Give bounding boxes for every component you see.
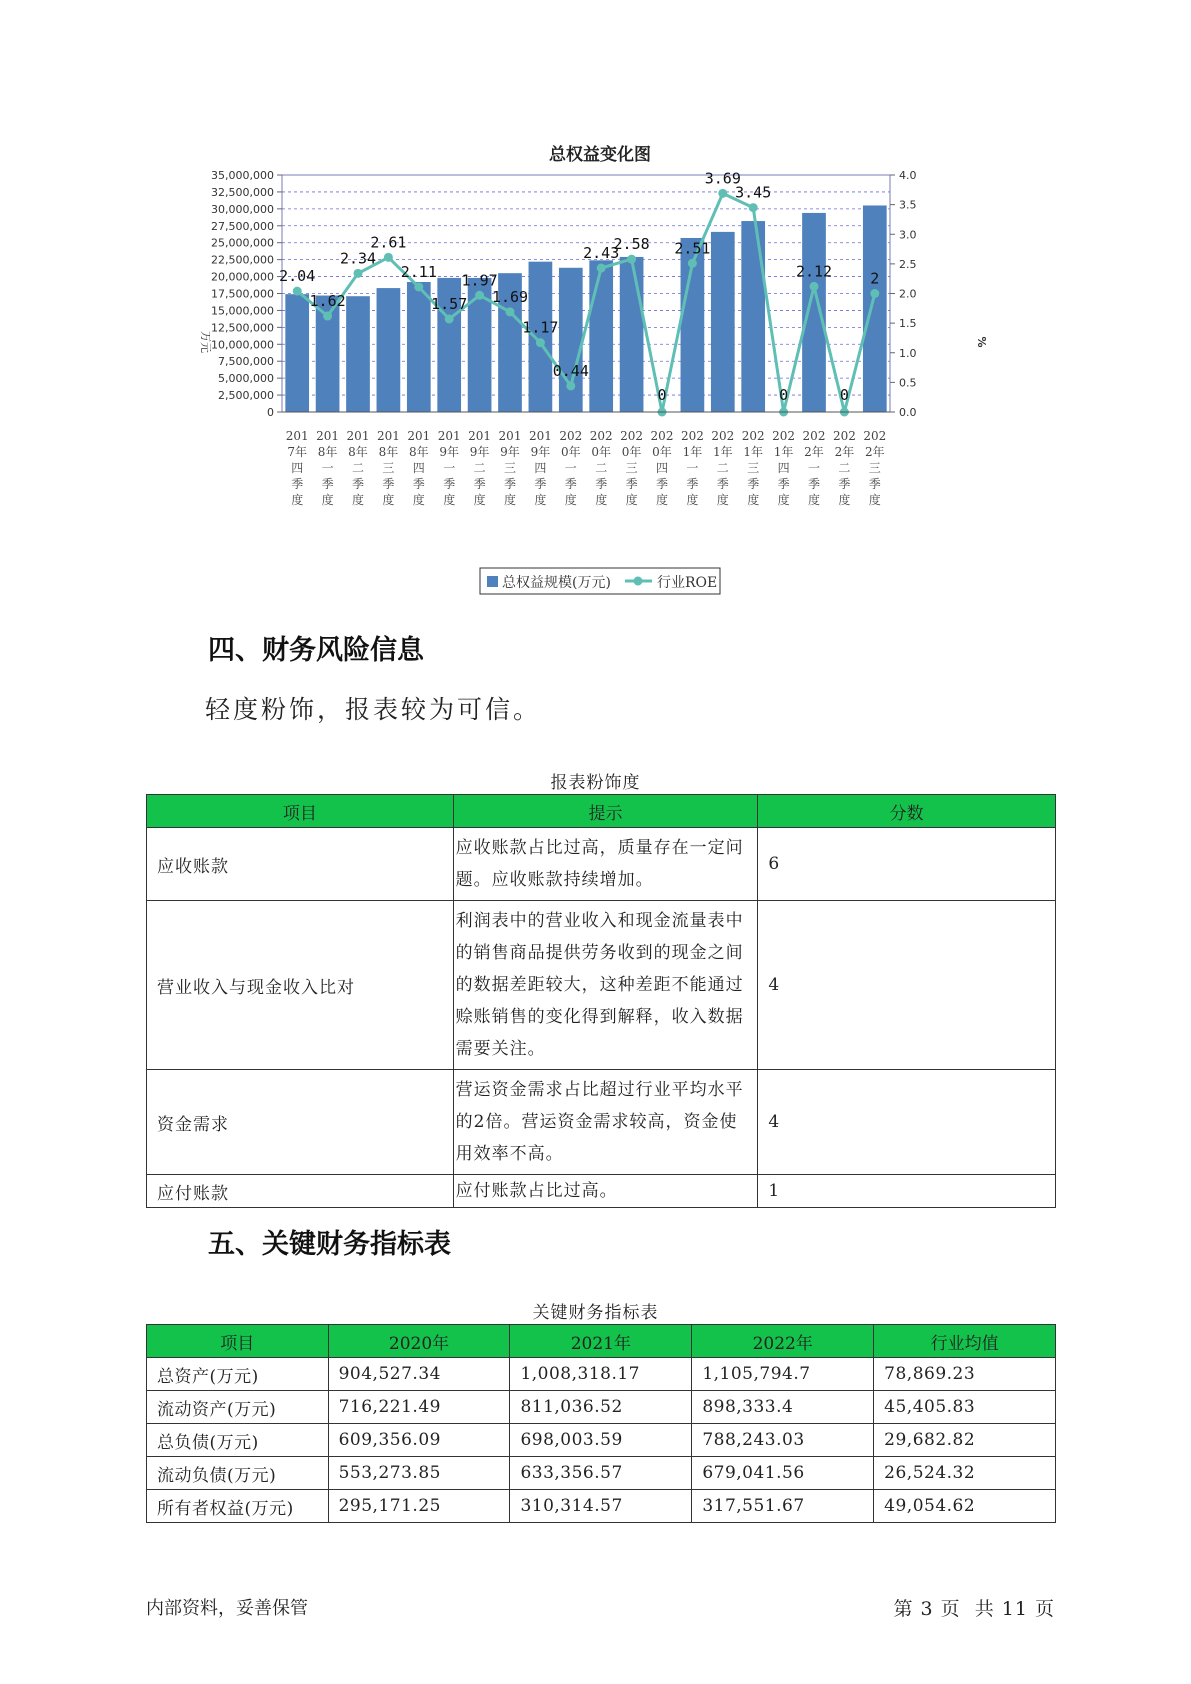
table-row [147, 1070, 1056, 1175]
roe-point [475, 291, 484, 300]
y2-tick-label: 0.0 [899, 406, 917, 419]
x-tick-label: 202 [832, 429, 856, 443]
risk-section-heading: 四、财务风险信息 [208, 635, 424, 666]
kpi-value: 904,527.34 [328, 1358, 510, 1391]
roe-point [506, 307, 515, 316]
x-tick-label: 201 [285, 429, 309, 443]
roe-point [810, 282, 819, 291]
x-tick-label: 度 [534, 493, 547, 507]
table-row [147, 1391, 1056, 1424]
legend-bar-swatch [487, 576, 498, 587]
roe-value-label: 2.51 [674, 239, 711, 258]
y-tick-label: 32,500,000 [211, 185, 274, 199]
x-tick-label: 8年 [317, 445, 338, 459]
y2-tick-label: 3.0 [899, 228, 917, 242]
y-tick-label: 25,000,000 [211, 236, 274, 250]
x-tick-label: 一 [564, 461, 577, 475]
y2-tick-label: 2.5 [899, 257, 917, 271]
kpi-value: 679,041.56 [692, 1457, 874, 1490]
roe-point [354, 269, 363, 278]
x-tick-label: 202 [589, 429, 613, 443]
kpi-item: 总资产(万元) [147, 1358, 329, 1391]
x-tick-label: 201 [528, 429, 552, 443]
table-row [147, 828, 1056, 901]
roe-value-label: 3.45 [735, 183, 772, 202]
table-row [147, 1490, 1056, 1523]
x-tick-label: 季 [351, 477, 365, 491]
table-row [147, 1424, 1056, 1457]
x-tick-label: 度 [625, 493, 638, 507]
risk-item: 营业收入与现金收入比对 [147, 901, 454, 1070]
x-tick-label: 201 [437, 429, 461, 443]
x-tick-label: 三 [747, 461, 760, 475]
x-tick-label: 三 [382, 461, 395, 475]
x-tick-label: 度 [838, 493, 851, 507]
y-tick-label: 7,500,000 [218, 355, 274, 369]
x-tick-label: 季 [716, 477, 729, 491]
x-tick-label: 度 [473, 493, 486, 507]
equity-bar [802, 213, 826, 412]
roe-point [718, 189, 727, 198]
x-tick-label: 2年 [804, 445, 824, 459]
kpi-section-heading: 五、关键财务指标表 [208, 1229, 451, 1260]
x-tick-label: 度 [503, 493, 517, 507]
x-tick-label: 9年 [500, 445, 520, 459]
y2-tick-label: 0.5 [899, 376, 917, 390]
roe-value-label: 1.57 [431, 294, 468, 313]
roe-value-label: 2.11 [400, 262, 437, 281]
y-tick-label: 0 [267, 406, 274, 419]
roe-value-label: 1.97 [461, 271, 498, 290]
x-tick-label: 四 [534, 461, 547, 475]
x-tick-label: 202 [863, 429, 887, 443]
risk-header-hint: 提示 [453, 795, 758, 828]
kpi-value: 609,356.09 [328, 1424, 510, 1457]
x-tick-label: 202 [711, 429, 735, 443]
roe-point [536, 338, 545, 347]
equity-bar [863, 205, 887, 412]
risk-hint: 利润表中的营业收入和现金流量表中的销售商品提供劳务收到的现金之间的数据差距较大，这种差距不能通过赊账销售的变化得到解释，收入数据需要关注。 [453, 901, 758, 1070]
roe-point [566, 381, 575, 390]
kpi-value: 1,105,794.7 [692, 1358, 874, 1391]
roe-value-label: 2.43 [583, 244, 620, 263]
roe-point [749, 203, 758, 212]
x-tick-label: 二 [838, 461, 851, 475]
table-row [147, 1175, 1056, 1208]
equity-bar [377, 288, 401, 412]
x-tick-label: 季 [382, 477, 395, 491]
roe-value-label: 0 [839, 386, 849, 404]
equity-bar [711, 232, 735, 412]
x-tick-label: 2年 [834, 445, 855, 459]
x-tick-label: 度 [747, 493, 760, 507]
roe-point [688, 259, 697, 268]
x-tick-label: 度 [868, 493, 881, 507]
table-row [147, 901, 1056, 1070]
kpi-value: 310,314.57 [510, 1490, 692, 1523]
x-tick-label: 度 [291, 493, 304, 507]
y-tick-label: 22,500,000 [211, 253, 274, 267]
y-tick-label: 15,000,000 [211, 304, 274, 318]
risk-hint: 应收账款占比过高，质量存在一定问题。应收账款持续增加。 [453, 828, 758, 901]
x-tick-label: 一 [443, 461, 456, 475]
x-tick-label: 四 [291, 461, 304, 475]
kpi-table-body [147, 1358, 1056, 1523]
roe-value-label: 2 [870, 269, 880, 288]
x-tick-label: 8年 [378, 445, 399, 459]
x-tick-label: 201 [407, 429, 431, 443]
kpi-header-item: 项目 [147, 1325, 329, 1358]
kpi-value: 811,036.52 [510, 1391, 692, 1424]
x-tick-label: 202 [620, 429, 644, 443]
x-tick-label: 季 [503, 477, 517, 491]
kpi-item: 所有者权益(万元) [147, 1490, 329, 1523]
y-tick-label: 35,000,000 [211, 169, 274, 182]
equity-chart [170, 130, 1030, 600]
x-tick-label: 度 [564, 493, 577, 507]
y2-tick-label: 3.5 [899, 198, 917, 212]
roe-value-label: 0 [779, 386, 789, 404]
kpi-value: 898,333.4 [692, 1391, 874, 1424]
roe-value-label: 1.69 [491, 287, 529, 306]
roe-point [870, 289, 879, 298]
risk-summary-text: 轻度粉饰，报表较为可信。 [205, 695, 542, 724]
x-tick-label: 季 [321, 477, 334, 491]
x-tick-label: 一 [321, 461, 334, 475]
x-tick-label: 202 [741, 429, 765, 443]
legend-line-label: 行业ROE [657, 575, 718, 591]
x-tick-label: 季 [564, 477, 577, 491]
x-tick-label: 季 [534, 477, 547, 491]
x-tick-label: 1年 [682, 445, 703, 459]
x-tick-label: 度 [443, 493, 456, 507]
x-tick-label: 9年 [530, 445, 551, 459]
risk-item: 应收账款 [147, 828, 454, 901]
equity-bar [589, 260, 613, 412]
roe-point [445, 314, 454, 323]
kpi-value: 26,524.32 [874, 1457, 1056, 1490]
kpi-table [146, 1324, 1056, 1523]
y-tick-label: 20,000,000 [211, 270, 274, 284]
kpi-table-caption: 关键财务指标表 [532, 1303, 659, 1323]
risk-header-item: 项目 [147, 795, 454, 828]
x-tick-label: 一 [807, 461, 821, 475]
y-tick-label: 5,000,000 [218, 372, 274, 386]
roe-value-label: 2.04 [279, 267, 316, 286]
risk-score: 6 [758, 828, 1056, 901]
kpi-value: 295,171.25 [328, 1490, 510, 1523]
kpi-header-2020: 2020年 [328, 1325, 510, 1358]
footer-confidential-note: 内部资料，妥善保管 [146, 1598, 308, 1619]
roe-point [414, 282, 423, 291]
roe-point [323, 312, 332, 321]
y-tick-label: 30,000,000 [211, 202, 274, 216]
x-tick-label: 四 [412, 461, 425, 475]
x-tick-label: 季 [412, 477, 425, 491]
risk-score: 1 [758, 1175, 1056, 1208]
x-tick-label: 季 [625, 477, 638, 491]
roe-value-label: 2.61 [370, 233, 407, 252]
x-tick-label: 1年 [743, 445, 764, 459]
risk-table [146, 794, 1056, 1208]
kpi-table-header-row [147, 1325, 1056, 1358]
kpi-value: 788,243.03 [692, 1424, 874, 1457]
x-tick-label: 季 [807, 477, 821, 491]
chart-category-labels [286, 429, 887, 507]
chart-title: 总权益变化图 [549, 145, 651, 165]
kpi-value: 716,221.49 [328, 1391, 510, 1424]
x-tick-label: 季 [473, 477, 486, 491]
x-tick-label: 8年 [348, 445, 368, 459]
x-tick-label: 季 [595, 477, 608, 491]
y-tick-label: 17,500,000 [211, 287, 274, 301]
equity-bar [285, 294, 309, 412]
x-tick-label: 三 [503, 461, 517, 475]
roe-value-label: 2.58 [613, 235, 650, 254]
x-tick-label: 度 [321, 493, 334, 507]
risk-score: 4 [758, 1070, 1056, 1175]
x-tick-label: 度 [351, 493, 365, 507]
risk-item: 应付账款 [147, 1175, 454, 1208]
x-tick-label: 0年 [560, 445, 581, 459]
x-tick-label: 二 [351, 461, 365, 475]
x-tick-label: 二 [716, 461, 729, 475]
x-tick-label: 度 [655, 493, 669, 507]
x-tick-label: 度 [807, 493, 821, 507]
x-tick-label: 三 [625, 461, 638, 475]
kpi-value: 45,405.83 [874, 1391, 1056, 1424]
risk-header-score: 分数 [758, 795, 1056, 828]
x-tick-label: 季 [655, 477, 669, 491]
x-tick-label: 9年 [469, 445, 490, 459]
roe-point [597, 264, 606, 273]
legend-bar-label: 总权益规模(万元) [502, 575, 611, 591]
y-axis-label: 万元 [199, 331, 212, 353]
equity-bar [407, 282, 431, 412]
y2-tick-label: 1.5 [899, 317, 917, 331]
kpi-value: 1,008,318.17 [510, 1358, 692, 1391]
kpi-item: 流动负债(万元) [147, 1457, 329, 1490]
x-tick-label: 季 [838, 477, 851, 491]
roe-point [384, 253, 393, 262]
x-tick-label: 一 [686, 461, 699, 475]
kpi-item: 流动资产(万元) [147, 1391, 329, 1424]
x-tick-label: 三 [868, 461, 881, 475]
x-tick-label: 201 [498, 429, 522, 443]
x-tick-label: 0年 [621, 445, 642, 459]
roe-value-label: 0.44 [552, 361, 589, 380]
legend-line-marker [634, 577, 643, 586]
kpi-value: 29,682.82 [874, 1424, 1056, 1457]
kpi-value: 49,054.62 [874, 1490, 1056, 1523]
kpi-value: 78,869.23 [874, 1358, 1056, 1391]
table-row [147, 1457, 1056, 1490]
equity-bar [346, 296, 370, 412]
x-tick-label: 0年 [652, 445, 672, 459]
x-tick-label: 202 [680, 429, 704, 443]
x-tick-label: 四 [655, 461, 669, 475]
x-tick-label: 度 [382, 493, 395, 507]
table-row [147, 1358, 1056, 1391]
equity-bar [529, 262, 553, 412]
x-tick-label: 季 [868, 477, 881, 491]
x-tick-label: 201 [376, 429, 400, 443]
x-tick-label: 度 [686, 493, 699, 507]
risk-table-header-row [147, 795, 1056, 828]
roe-value-label: 1.17 [522, 318, 559, 337]
kpi-header-industry-avg: 行业均值 [874, 1325, 1056, 1358]
kpi-header-2021: 2021年 [510, 1325, 692, 1358]
kpi-header-2022: 2022年 [692, 1325, 874, 1358]
x-tick-label: 1年 [773, 445, 794, 459]
x-tick-label: 2年 [864, 445, 885, 459]
x-tick-label: 201 [346, 429, 370, 443]
equity-bar [741, 221, 765, 412]
y-tick-label: 27,500,000 [211, 219, 274, 233]
roe-value-label: 2.34 [339, 249, 377, 268]
x-tick-label: 二 [473, 461, 486, 475]
y-tick-label: 2,500,000 [218, 389, 274, 403]
x-tick-label: 四 [777, 461, 790, 475]
chart-legend [480, 568, 720, 594]
risk-table-caption: 报表粉饰度 [550, 773, 641, 793]
roe-point [627, 255, 636, 264]
x-tick-label: 9年 [439, 445, 460, 459]
x-tick-label: 8年 [408, 445, 429, 459]
x-tick-label: 季 [686, 477, 699, 491]
x-tick-label: 202 [650, 429, 674, 443]
y-tick-label: 10,000,000 [211, 338, 274, 352]
x-tick-label: 季 [777, 477, 790, 491]
x-tick-label: 202 [802, 429, 826, 443]
equity-chart-svg [170, 130, 1030, 600]
equity-bar [620, 257, 644, 412]
x-tick-label: 度 [412, 493, 425, 507]
roe-point [293, 287, 302, 296]
x-tick-label: 1年 [712, 445, 733, 459]
x-tick-label: 季 [291, 477, 304, 491]
risk-hint: 营运资金需求占比超过行业平均水平的2倍。营运资金需求较高，资金使用效率不高。 [453, 1070, 758, 1175]
y2-tick-label: 4.0 [899, 169, 917, 182]
y-tick-label: 12,500,000 [211, 321, 274, 335]
y2-tick-label: 2.0 [899, 287, 917, 301]
x-tick-label: 0年 [591, 445, 612, 459]
x-tick-label: 202 [559, 429, 583, 443]
x-tick-label: 二 [595, 461, 608, 475]
kpi-item: 总负债(万元) [147, 1424, 329, 1457]
x-tick-label: 7年 [287, 445, 308, 459]
risk-score: 4 [758, 901, 1056, 1070]
kpi-value: 698,003.59 [510, 1424, 692, 1457]
x-tick-label: 201 [316, 429, 340, 443]
y2-axis-label: % [975, 336, 988, 348]
roe-value-label: 1.62 [309, 292, 346, 311]
x-tick-label: 度 [595, 493, 608, 507]
risk-table-body [147, 828, 1056, 1208]
x-tick-label: 度 [716, 493, 729, 507]
risk-item: 资金需求 [147, 1070, 454, 1175]
x-tick-label: 季 [747, 477, 760, 491]
roe-value-label: 0 [657, 386, 667, 404]
y2-tick-label: 1.0 [899, 346, 917, 360]
x-tick-label: 季 [443, 477, 456, 491]
kpi-value: 633,356.57 [510, 1457, 692, 1490]
risk-hint: 应付账款占比过高。 [453, 1175, 758, 1208]
x-tick-label: 度 [777, 493, 790, 507]
kpi-value: 317,551.67 [692, 1490, 874, 1523]
x-tick-label: 201 [468, 429, 492, 443]
roe-value-label: 3.69 [704, 169, 741, 188]
roe-value-label: 2.12 [795, 262, 833, 281]
x-tick-label: 202 [772, 429, 796, 443]
footer-page-number: 第 3 页 共 11 页 [893, 1598, 1055, 1620]
kpi-value: 553,273.85 [328, 1457, 510, 1490]
